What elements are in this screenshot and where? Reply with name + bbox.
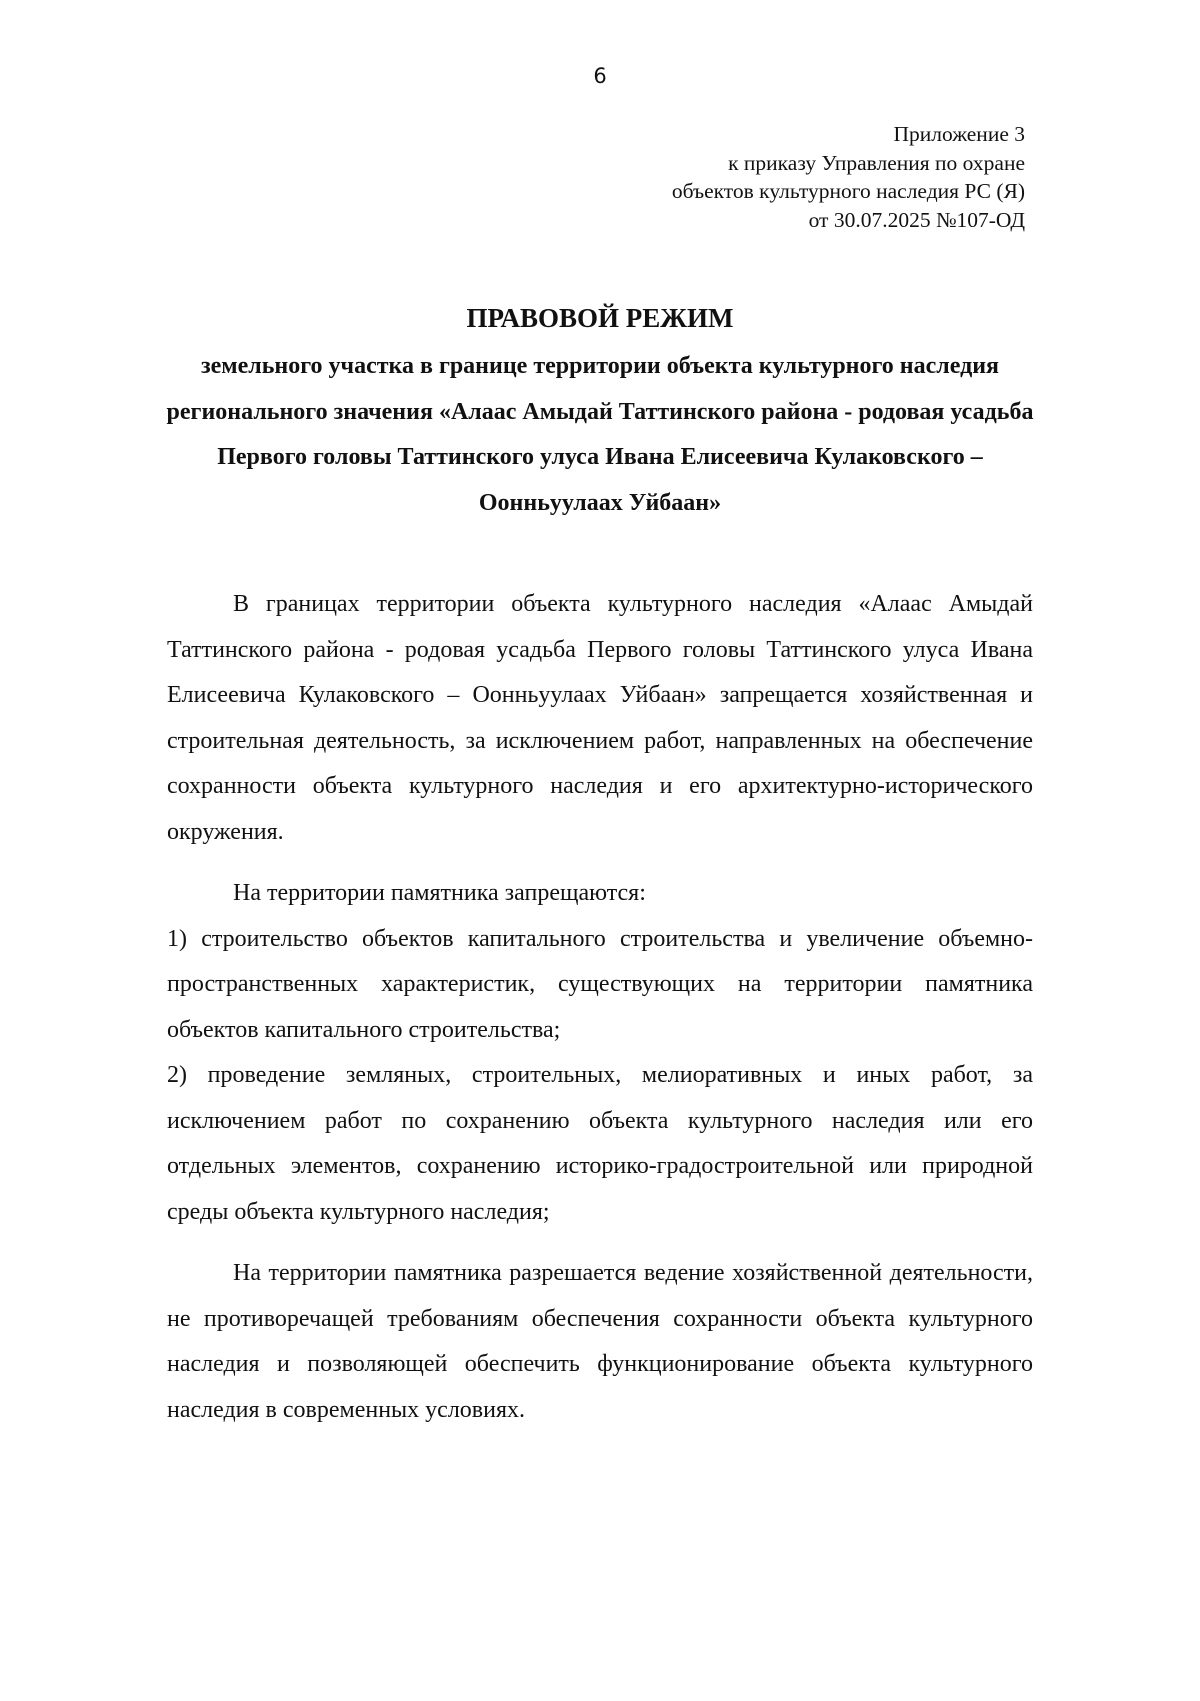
document-title: ПРАВОВОЙ РЕЖИМ	[466, 303, 734, 333]
annex-authority: объектов культурного наследия РС (Я)	[671, 179, 1025, 203]
annex-order-ref: к приказу Управления по охране	[728, 150, 1025, 175]
list-item-construction: 1) строительство объектов капитального строительства и увеличение объемно-пространственных характеристик, существующих на территории памятника объектов капитального строительства;	[167, 925, 1033, 1043]
document-body	[167, 582, 1033, 1433]
list-item-earthworks: 2) проведение земляных, строительных, мелиоративных и иных работ, за исключением работ по сохранению объекта культурного наследия или его отдельных элементов, сохранению историко-градостроительной или природной среды объекта культурного наследия;	[167, 1062, 1033, 1225]
paragraph-territory-bounds: В границах территории объекта культурного наследия «Алаас Амыдай Таттинского района - родовая усадьба Первого головы Таттинского улуса Ивана Елисеевича Кулаковского – Оонньуулаах Уйбаан» запрещается хозяйственная и строительная деятельность, за исключением работ, направленных на обеспечение сохранности объекта культурного наследия и его архитектурно-исторического окружения.	[167, 591, 1033, 845]
paragraph-permitted-activity: На территории памятника разрешается ведение хозяйственной деятельности, не противоречащей требованиям обеспечения сохранности объекта культурного наследия и позволяющей обеспечить функционирование объекта культурного наследия в современных условиях.	[167, 1260, 1033, 1423]
annex-block	[672, 120, 1025, 234]
annex-order-date: от 30.07.2025 №107-ОД	[808, 207, 1025, 232]
paragraph-prohibitions-intro: На территории памятника запрещаются:	[233, 880, 646, 906]
page-number: 6	[593, 64, 607, 88]
annex-title: Приложение 3	[893, 122, 1025, 146]
document-subtitle: земельного участка в границе территории объекта культурного наследия регионального значения «Алаас Амыдай Таттинского района - родовая усадьба Первого головы Таттинского улуса Ивана Елисеевича Кулаковского – Оонньуулаах Уйбаан»	[166, 353, 1034, 516]
document-heading	[150, 292, 1050, 526]
